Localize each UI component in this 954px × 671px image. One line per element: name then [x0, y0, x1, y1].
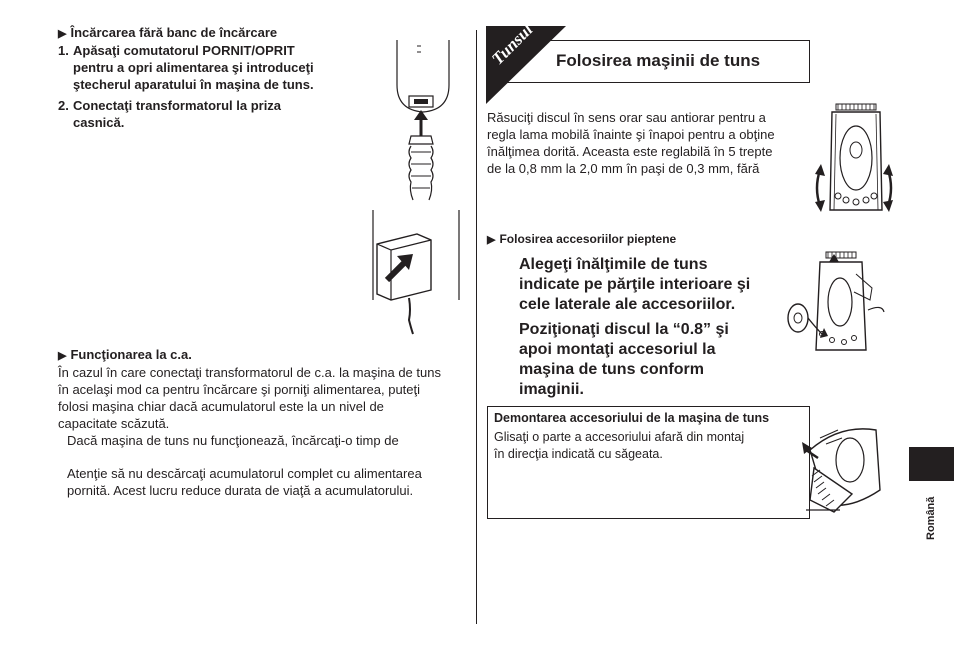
- removal-title: Demontarea accesoriului de la maşina de tuns: [494, 411, 770, 425]
- comb-heading: ▶ Folosirea accesoriilor pieptene: [487, 232, 677, 246]
- triangle-bullet-icon: ▶: [487, 234, 496, 246]
- removal-text: Glisaţi o parte a accesoriului afară din montaj în direcţia indicată cu săgeata.: [494, 430, 745, 461]
- language-tab-marker: [909, 447, 954, 481]
- instruction-2: Poziţionaţi discul la “0.8” şi apoi montaţi accesoriul la maşina de tuns conform imaginii.: [519, 321, 729, 398]
- ac-heading: ▶ Funcţionarea la c.a.: [58, 347, 192, 362]
- triangle-bullet-icon: ▶: [58, 28, 67, 40]
- dial-rotation-icon: [812, 100, 896, 220]
- instruction-1: Alegeţi înălţimile de tuns indicate pe părţile interioare şi cele laterale ale accesoriilor.: [519, 256, 751, 313]
- comb-remove-icon: [790, 420, 886, 516]
- language-label: Română: [925, 496, 937, 540]
- triangle-bullet-icon: ▶: [58, 350, 67, 362]
- note-2: Atenţie să nu descărcaţi acumulatorul complet cu alimentarea pornită. Acest lucru reduce durata de viaţă a acumulatorului.: [67, 466, 422, 498]
- shaver-plug-icon: [385, 40, 465, 208]
- comb-attach-icon: [784, 248, 890, 354]
- note-1: Dacă maşina de tuns nu funcţionează, încărcaţi-o timp de: [67, 433, 399, 448]
- intro-paragraph: Răsuciţi discul în sens orar sau antiorar pentru a regla lama mobilă înainte şi înapoi pentru a obţine înălţimea dorită. Aceasta este reglabilă în 5 trepte de la 0,8 mm la 2,0 mm în paşi de 0,3 mm, fără: [487, 110, 775, 176]
- step-2: 2. Conectaţi transformatorul la priza casnică.: [58, 98, 282, 130]
- column-divider: [476, 30, 477, 624]
- page-title: Folosirea maşinii de tuns: [556, 51, 761, 70]
- ac-paragraph: În cazul în care conectaţi transformatorul de c.a. la maşina de tuns în acelaşi mod ca pentru încărcare şi porniţi alimentarea, puteţi folosi maşina chiar dacă acumulatorul este la un nivel de capacitate scăzută.: [58, 365, 441, 431]
- section-tab-label: Tunsul: [488, 20, 537, 69]
- charging-heading: ▶ Încărcarea fără banc de încărcare: [58, 25, 278, 40]
- adapter-icon: [371, 210, 467, 338]
- step-1: 1. Apăsaţi comutatorul PORNIT/OPRIT pentru a opri alimentarea şi introduceţi ştecherul aparatului în maşina de tuns.: [58, 43, 314, 92]
